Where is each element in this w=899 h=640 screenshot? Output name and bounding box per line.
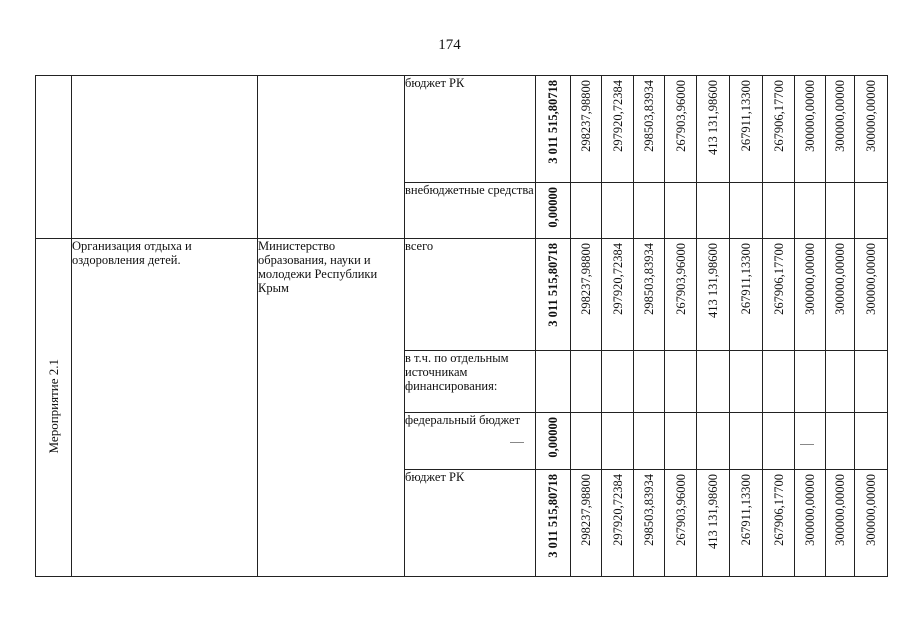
value-cell: 300000,00000 xyxy=(855,239,888,351)
value-cell xyxy=(730,413,763,470)
value-cell xyxy=(826,351,855,413)
value-cell xyxy=(730,183,763,239)
value-cell xyxy=(697,413,730,470)
value-cell xyxy=(697,351,730,413)
value-cell: 297920,72384 xyxy=(602,470,634,577)
total-cell: 3 011 515,80718 xyxy=(536,76,571,183)
value-cell xyxy=(855,351,888,413)
value-cell xyxy=(665,183,697,239)
value-cell: 267903,96000 xyxy=(665,76,697,183)
value-cell: 300000,00000 xyxy=(795,76,826,183)
total-cell: 0,00000 xyxy=(536,413,571,470)
value-cell xyxy=(763,413,795,470)
value-cell: 413 131,98600 xyxy=(697,239,730,351)
value-cell: 297920,72384 xyxy=(602,239,634,351)
value-cell xyxy=(602,413,634,470)
value-cell: 300000,00000 xyxy=(855,470,888,577)
value-cell xyxy=(826,413,855,470)
value-cell: 298237,98800 xyxy=(571,239,602,351)
value-cell: 300000,00000 xyxy=(795,470,826,577)
value-cell xyxy=(571,413,602,470)
value-cell xyxy=(763,351,795,413)
value-cell xyxy=(730,351,763,413)
value-cell: 267903,96000 xyxy=(665,239,697,351)
value-cell: 298503,83934 xyxy=(634,470,665,577)
value-cell xyxy=(665,351,697,413)
value-cell: 267903,96000 xyxy=(665,470,697,577)
scan-artifact xyxy=(800,444,814,445)
executor-cell-empty xyxy=(258,76,405,239)
budget-table xyxy=(35,75,888,577)
value-cell xyxy=(855,183,888,239)
source-cell: федеральный бюджет xyxy=(405,413,536,470)
value-cell: 300000,00000 xyxy=(826,470,855,577)
value-cell: 267906,17700 xyxy=(763,239,795,351)
value-cell xyxy=(634,351,665,413)
value-cell: 413 131,98600 xyxy=(697,76,730,183)
value-cell: 297920,72384 xyxy=(602,76,634,183)
value-cell xyxy=(602,351,634,413)
value-cell xyxy=(795,351,826,413)
value-cell: 413 131,98600 xyxy=(697,470,730,577)
value-cell xyxy=(697,183,730,239)
measure-executor: Министерство образования, науки и молодежи Республики Крым xyxy=(258,239,405,577)
value-cell: 300000,00000 xyxy=(855,76,888,183)
code-cell-empty xyxy=(36,76,72,239)
total-cell: 3 011 515,80718 xyxy=(536,239,571,351)
name-cell-empty xyxy=(72,76,258,239)
source-cell: бюджет РК xyxy=(405,76,536,183)
value-cell: 267911,13300 xyxy=(730,76,763,183)
source-cell: в т.ч. по отдельным источникам финансирования: xyxy=(405,351,536,413)
value-cell: 298503,83934 xyxy=(634,239,665,351)
value-cell xyxy=(826,183,855,239)
value-cell xyxy=(634,413,665,470)
source-cell: внебюджетные средства xyxy=(405,183,536,239)
value-cell xyxy=(795,183,826,239)
value-cell xyxy=(795,413,826,470)
value-cell: 267911,13300 xyxy=(730,239,763,351)
value-cell: 298503,83934 xyxy=(634,76,665,183)
value-cell: 267906,17700 xyxy=(763,470,795,577)
page-number: 174 xyxy=(438,37,461,53)
value-cell xyxy=(634,183,665,239)
value-cell xyxy=(571,183,602,239)
value-cell xyxy=(763,183,795,239)
table-row xyxy=(36,76,888,183)
value-cell xyxy=(855,413,888,470)
value-cell xyxy=(602,183,634,239)
source-cell: бюджет РК xyxy=(405,470,536,577)
total-cell: 3 011 515,80718 xyxy=(536,470,571,577)
source-cell: всего xyxy=(405,239,536,351)
table-row xyxy=(36,239,888,351)
value-cell xyxy=(665,413,697,470)
value-cell: 298237,98800 xyxy=(571,470,602,577)
value-cell: 300000,00000 xyxy=(826,239,855,351)
scan-artifact xyxy=(510,442,524,443)
total-cell: 0,00000 xyxy=(536,183,571,239)
total-cell xyxy=(536,351,571,413)
value-cell: 298237,98800 xyxy=(571,76,602,183)
measure-code-cell xyxy=(36,239,72,577)
value-cell: 267911,13300 xyxy=(730,470,763,577)
measure-name: Организация отдыха и оздоровления детей. xyxy=(72,239,258,577)
value-cell xyxy=(571,351,602,413)
value-cell: 267906,17700 xyxy=(763,76,795,183)
value-cell: 300000,00000 xyxy=(795,239,826,351)
measure-code: Мероприятие 2.1 xyxy=(45,358,61,454)
value-cell: 300000,00000 xyxy=(826,76,855,183)
